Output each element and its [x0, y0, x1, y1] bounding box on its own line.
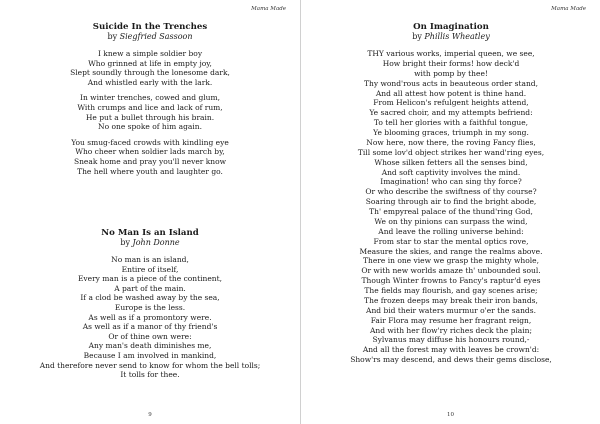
poem-line: Entire of itself, — [121, 264, 179, 274]
poem-line: We on thy pinions can surpass the wind, — [374, 216, 528, 226]
poem-line: Ye sacred choir, and my attempts befriend: — [369, 108, 533, 118]
poem-line: The fields may flourish, and gay scenes arise; — [364, 286, 538, 295]
right-page — [300, 0, 600, 424]
running-head: Mama Made — [551, 6, 586, 12]
poem-line: No man is an island, — [111, 255, 189, 264]
stanza — [0, 138, 300, 176]
poem-line: Every man is a piece of the continent, — [77, 274, 223, 284]
poem-line: And therefore never send to know for whom the bell tolls; — [39, 360, 261, 370]
poem-line: Fair Flora may resume her fragrant reign, — [370, 315, 532, 325]
poem-byline — [0, 238, 300, 248]
poem-line: Measure the skies, and range the realms above. — [359, 246, 543, 256]
poem-line: Soaring through air to find the bright abode, — [365, 197, 537, 207]
byline-prefix: by — [120, 238, 133, 247]
byline-prefix: by — [107, 32, 120, 41]
stanza — [0, 255, 300, 380]
poem-line: Or of thine own were: — [108, 331, 192, 341]
poem-line: A part of the main. — [114, 283, 186, 293]
poem-line: He put a bullet through his brain. — [85, 112, 215, 122]
poem-line: And all attest how potent is thine hand. — [375, 88, 527, 98]
poem-line: Imagination! who can sing thy force? — [380, 177, 522, 187]
poem-author: John Donne — [132, 238, 180, 247]
poem-line: And all the forest may with leaves be crown'd: — [362, 345, 540, 355]
poem-line: No one spoke of him again. — [98, 122, 202, 132]
page-number: 10 — [447, 412, 454, 418]
poem-line: With crumps and lice and lack of rum, — [77, 102, 223, 112]
poem-line: If a clod be washed away by the sea, — [80, 293, 220, 303]
page-number: 9 — [148, 412, 152, 418]
poem-line: Sneak home and pray you'll never know — [73, 156, 227, 166]
poem-line: It tolls for thee. — [120, 370, 180, 380]
poem-line: And whistled early with the lark. — [87, 77, 213, 87]
poem-line: Or who describe the swiftness of thy course? — [365, 187, 537, 197]
poem-line: And with her flow'ry riches deck the plain; — [369, 325, 533, 335]
stanza — [301, 49, 600, 365]
poem-line: Th' empyreal palace of the thund'ring God, — [369, 207, 533, 216]
poem-title: No Man Is an Island — [101, 228, 199, 238]
poem-line: Sylvanus may diffuse his honours round,- — [372, 335, 530, 345]
poem-line: Show'rs may descend, and dews their gems disclose, — [350, 355, 552, 365]
poem-line: The frozen deeps may break their iron bands, — [364, 295, 538, 305]
poem-line: As well as if a manor of thy friend's — [82, 322, 218, 332]
poem-line: How bright their forms! how deck'd — [382, 58, 520, 68]
poem-line: Any man's death diminishes me, — [88, 341, 212, 351]
poem-line: Ye blooming graces, triumph in my song. — [373, 128, 529, 137]
poem-line: Now here, now there, the roving Fancy flies, — [366, 137, 536, 147]
poem-line: Though Winter frowns to Fancy's raptur'd eyes — [361, 276, 541, 286]
poem-line: And soft captivity involves the mind. — [381, 167, 521, 177]
poem-line: Whose silken fetters all the senses bind, — [374, 157, 528, 167]
poem-no-man-is-an-island — [0, 228, 300, 386]
poem-line: with pomp by thee! — [414, 68, 488, 78]
poem-line: Who cheer when soldier lads march by, — [75, 147, 225, 157]
poem-line: Or with new worlds amaze th' unbounded soul. — [361, 266, 541, 276]
poem-line: You smug-faced crowds with kindling eye — [71, 137, 229, 147]
poem-line: And leave the rolling universe behind: — [378, 226, 524, 236]
poem-suicide-in-the-trenches — [0, 22, 300, 182]
poem-line: Thy wond'rous acts in beauteous order stand, — [363, 78, 538, 88]
poem-line: Because I am involved in mankind, — [83, 350, 217, 360]
poem-line: I knew a simple soldier boy — [97, 49, 203, 58]
poem-line: From star to star the mental optics rove, — [373, 236, 529, 246]
poem-line: Europe is the less. — [114, 302, 186, 312]
poem-title: On Imagination — [413, 22, 489, 32]
poem-title: Suicide In the Trenches — [92, 22, 208, 32]
poem-line: Who grinned at life in empty joy, — [88, 58, 212, 68]
byline-prefix: by — [412, 32, 425, 41]
poem-line: Slept soundly through the lonesome dark, — [70, 68, 230, 78]
poem-line: The hell where youth and laughter go. — [77, 166, 223, 176]
poem-line: THY various works, imperial queen, we see, — [367, 49, 535, 58]
poem-line: As well as if a promontory were. — [88, 312, 212, 322]
poem-on-imagination — [301, 22, 600, 371]
poem-author: Siegfried Sassoon — [119, 32, 193, 41]
poem-author: Phillis Wheatley — [424, 32, 490, 41]
poem-line: And bid their waters murmur o'er the sands. — [366, 305, 536, 315]
poem-line: In winter trenches, cowed and glum, — [80, 93, 220, 103]
running-head: Mama Made — [251, 6, 286, 12]
stanza — [0, 93, 300, 131]
poem-line: From Helicon's refulgent heights attend, — [373, 98, 529, 108]
poem-byline — [301, 32, 600, 42]
poem-line: Till some lov'd object strikes her wand'ring eyes, — [357, 147, 545, 157]
poem-line: To tell her glories with a faithful tongue, — [373, 118, 529, 128]
poem-byline — [0, 32, 300, 42]
poem-line: There in one view we grasp the mighty whole, — [363, 256, 539, 266]
stanza — [0, 49, 300, 87]
